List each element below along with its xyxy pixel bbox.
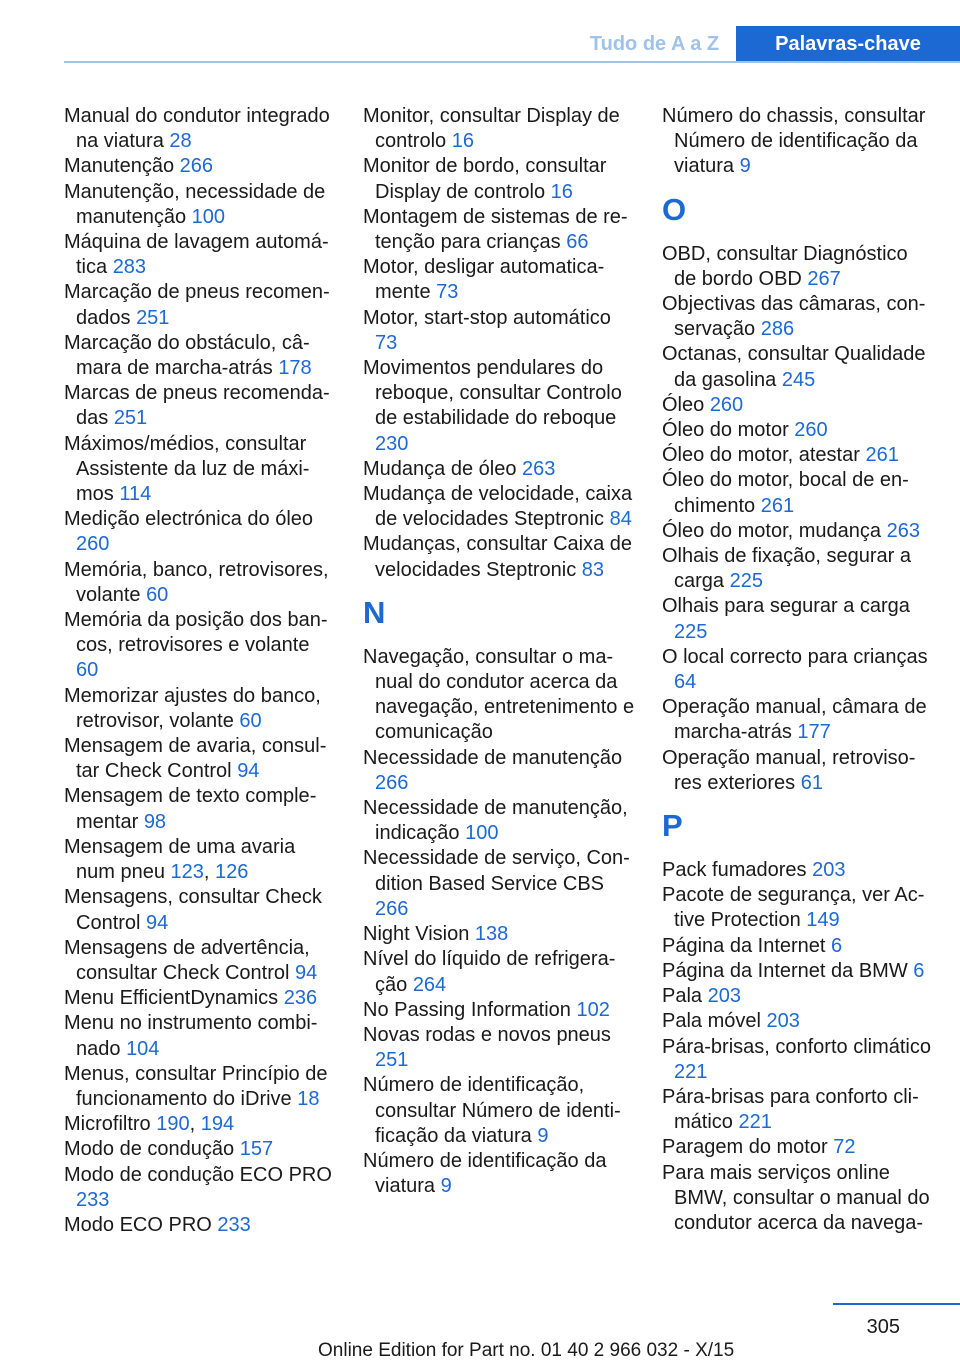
page-link[interactable]: 6 [831, 934, 843, 957]
index-entry [363, 947, 635, 997]
index-entry [363, 746, 635, 796]
page-link[interactable]: 283 [112, 256, 147, 279]
index-entry-text: Página da Internet [662, 934, 826, 957]
index-entry-text: Mudança de óleo [363, 457, 517, 480]
index-entry-text: Mensagem de uma avaria num pneu [64, 835, 296, 884]
page-link[interactable]: 6 [913, 959, 925, 982]
index-entry-text: Operação manual, câmara de marcha-atrás [662, 696, 927, 744]
index-entry [363, 1149, 635, 1199]
page-link[interactable]: 9 [537, 1124, 549, 1147]
page-link[interactable]: 123 [170, 861, 204, 884]
page-link[interactable]: 251 [113, 407, 148, 430]
index-entry [64, 104, 336, 154]
index-entry-text: Óleo do motor [662, 419, 789, 442]
page-link[interactable]: 83 [581, 558, 605, 581]
index-entry-text: Para mais serviços online BMW, consultar o manual do condutor acerca da navega- [662, 1161, 930, 1234]
index-column-3 [662, 104, 934, 1236]
index-entry [363, 998, 635, 1023]
index-entry [662, 1085, 934, 1135]
page-link[interactable]: 225 [729, 570, 763, 593]
index-entry [363, 457, 635, 482]
index-entry [662, 342, 934, 392]
section-letter: P [662, 808, 683, 844]
index-entry-text: Manutenção, necessidade de manutenção [64, 180, 326, 228]
page-link[interactable]: 16 [550, 180, 573, 203]
page-link[interactable]: 260 [709, 393, 744, 416]
index-entry-text: Memorizar ajustes do banco, retrovisor, volante [64, 684, 321, 732]
index-entry-text: Pala móvel [662, 1010, 761, 1033]
index-entry-text: Número de identificação, consultar Número de identificação da viatura [363, 1074, 621, 1147]
index-entry [64, 608, 336, 684]
page-link[interactable]: 94 [146, 911, 169, 934]
page-link[interactable]: 233 [217, 1213, 251, 1236]
index-entry [363, 306, 635, 356]
index-entry-text: Marcação de pneus recomendados [64, 281, 330, 329]
section-letter: O [662, 191, 687, 227]
page-link[interactable]: 266 [179, 155, 214, 178]
page-link[interactable]: 72 [833, 1136, 856, 1159]
index-entry-text: Óleo do motor, bocal de enchimento [662, 469, 909, 517]
index-entry [64, 1213, 336, 1238]
index-entry [363, 846, 635, 922]
index-entry-text: Menu no instrumento combinado [64, 1012, 318, 1060]
page-link[interactable]: 84 [609, 508, 632, 531]
page-link[interactable]: 261 [865, 444, 899, 467]
page-link[interactable]: 263 [886, 519, 920, 542]
header-section-title: Tudo de A a Z [573, 26, 736, 62]
index-entry [64, 507, 336, 557]
index-entry [64, 885, 336, 935]
index-entry-text: Night Vision [363, 923, 470, 946]
page-link[interactable]: 267 [807, 267, 841, 290]
page-link[interactable]: 104 [126, 1037, 160, 1060]
index-entry-text: Modo ECO PRO [64, 1213, 212, 1236]
index-entry-text: Memória, banco, retrovisores, volante [64, 558, 329, 606]
index-entry-text: Mudanças, consultar Caixa de velocidades Steptronic [363, 533, 633, 581]
page-link[interactable]: 230 [375, 432, 409, 455]
index-entry-text: Manual do condutor integrado na viatura [64, 105, 330, 153]
index-entry: Mensagem de uma avaria num pneu 123, 126 [64, 835, 296, 884]
page-link[interactable]: 73 [375, 331, 398, 354]
index-entry [64, 558, 336, 608]
index-entry-text: Navegação, consultar o manual do condutor acerca da navegação, entretenimento e comunicação [363, 645, 635, 744]
index-entry [64, 1011, 336, 1061]
index-entry [363, 255, 635, 305]
index-entry-text: Manutenção [64, 155, 175, 178]
page-link[interactable]: 263 [522, 457, 556, 480]
page-link[interactable]: 16 [451, 130, 474, 153]
index-entry [363, 1073, 635, 1149]
index-entry-text: O local correcto para crianças [662, 645, 928, 668]
page-link[interactable]: 194 [200, 1113, 235, 1136]
index-entry [662, 1035, 934, 1085]
index-entry [662, 858, 934, 883]
index-entry [662, 544, 934, 594]
page-link[interactable]: 64 [674, 671, 697, 694]
page-link[interactable]: 138 [474, 923, 509, 946]
index-entry [662, 883, 934, 933]
index-entry [662, 1135, 934, 1160]
index-entry [662, 519, 934, 544]
index-entry-text: Óleo do motor, atestar [662, 444, 860, 467]
index-entry-text: Óleo [662, 393, 705, 416]
page-link[interactable]: 102 [576, 998, 610, 1021]
index-entry-text: Marcas de pneus recomendadas [64, 382, 330, 430]
edition-footer: Online Edition for Part no. 01 40 2 966 032 - X/15 [318, 1340, 735, 1361]
page-link[interactable]: 157 [239, 1138, 274, 1161]
index-entry [64, 331, 336, 381]
page-link[interactable]: 177 [797, 721, 831, 744]
index-entry-text: Página da Internet da BMW [662, 959, 908, 982]
index-entry [64, 230, 336, 280]
index-entry-text: Motor, start-stop automático [363, 306, 611, 329]
page-link[interactable]: 73 [436, 281, 459, 304]
index-entry-text: Operação manual, retrovisores exteriores [662, 746, 916, 794]
page-link[interactable]: 100 [191, 205, 226, 228]
index-entry [662, 1161, 934, 1237]
page-link[interactable]: 149 [806, 909, 840, 932]
page-link[interactable]: 251 [136, 306, 170, 329]
index-entry [363, 205, 635, 255]
header-chapter-title: Palavras-chave [736, 26, 960, 62]
index-entry-text: Olhais de fixação, segurar a carga [662, 545, 912, 593]
index-column-1 [64, 104, 336, 1238]
index-entry [662, 959, 934, 984]
index-entry-text: Pala [662, 985, 703, 1008]
index-entry-text: Máximos/médios, consultar Assistente da luz de máximos [64, 432, 310, 506]
page-link[interactable]: 94 [295, 961, 318, 984]
index-entry [64, 180, 336, 230]
page-link[interactable]: 203 [812, 859, 846, 882]
index-entry-text: Pára-brisas para conforto climático [662, 1085, 919, 1134]
index-entry [363, 154, 635, 204]
index-entry [662, 242, 934, 292]
page-link[interactable]: 9 [739, 155, 751, 178]
index-entry [64, 1163, 336, 1213]
page-link[interactable]: 203 [707, 985, 741, 1008]
index-entry [363, 1023, 635, 1073]
index-entry-text: Marcação do obstáculo, câmara de marcha-atrás [64, 331, 310, 380]
page-link[interactable]: 260 [794, 419, 828, 442]
page-link[interactable]: 178 [278, 357, 312, 380]
index-entry-text: Montagem de sistemas de retenção para crianças [363, 205, 628, 254]
index-entry-text: Monitor, consultar Display de controlo [363, 105, 620, 153]
index-entry [662, 1009, 934, 1034]
page-link[interactable]: 221 [674, 1060, 708, 1083]
index-entry [662, 393, 934, 418]
index-entry-text: Óleo do motor, mudança [662, 519, 882, 542]
index-entry-text: Necessidade de manutenção, indicação [363, 797, 628, 845]
index-entry [64, 1062, 336, 1112]
page-link[interactable]: 251 [375, 1049, 409, 1072]
index-entry [64, 784, 336, 834]
index-entry-text: Pacote de segurança, ver Active Protection [662, 884, 925, 932]
index-entry-text: Memória da posição dos bancos, retrovisores e volante [64, 609, 328, 657]
page-link[interactable]: 264 [412, 973, 447, 996]
index-entry-text: Novas rodas e novos pneus [363, 1023, 611, 1046]
index-entry-text: Octanas, consultar Qualidade da gasolina [662, 343, 926, 391]
index-entry-text: Número de identificação da viatura [363, 1149, 607, 1198]
index-entry-text: Motor, desligar automaticamente [363, 256, 605, 304]
page-link[interactable]: 60 [239, 709, 262, 732]
index-entry [662, 418, 934, 443]
page-link[interactable]: 261 [760, 494, 795, 517]
index-entry-text: Pára-brisas, conforto climático [662, 1035, 931, 1058]
index-entry [662, 594, 934, 644]
index-entry-text: Menus, consultar Princípio de funcionamento do iDrive [64, 1062, 328, 1110]
index-entry [662, 984, 934, 1009]
index-entry-text: Mensagens de advertência, consultar Check Control [64, 936, 310, 984]
index-entry [662, 468, 934, 518]
page-link[interactable]: 221 [738, 1111, 772, 1134]
index-entry-text: Paragem do motor [662, 1136, 828, 1159]
page-link[interactable]: 203 [766, 1010, 800, 1033]
index-entry [363, 532, 635, 582]
index-entry-text: Pack fumadores [662, 859, 807, 882]
page-link[interactable]: 60 [76, 659, 99, 682]
index-entry [64, 734, 336, 784]
index-entry [662, 934, 934, 959]
index-entry-text: Mensagem de avaria, consultar Check Control [64, 735, 327, 783]
header-divider [64, 61, 960, 63]
index-entry [662, 443, 934, 468]
index-entry [64, 1137, 336, 1162]
index-entry [64, 986, 336, 1011]
page-link[interactable]: 66 [566, 231, 589, 254]
index-entry-text: No Passing Information [363, 998, 571, 1021]
index-entry [662, 746, 934, 796]
index-entry-text: Mudança de velocidade, caixa de velocidades Steptronic [363, 483, 633, 531]
index-entry [363, 356, 635, 457]
page-link[interactable]: 233 [76, 1188, 110, 1211]
page-link[interactable]: 61 [800, 771, 823, 794]
index-entry-text: Mensagens, consultar Check Control [64, 886, 322, 934]
index-entry [662, 645, 934, 695]
page-link[interactable]: 60 [146, 583, 169, 606]
page-link[interactable]: 100 [465, 822, 499, 845]
page-link[interactable]: 126 [215, 861, 249, 884]
index-column-2 [363, 104, 635, 1199]
index-entry-text: Mensagem de texto complementar [64, 785, 317, 833]
index-entry-text: Medição electrónica do óleo [64, 508, 314, 531]
index-entry-text: Modo de condução [64, 1138, 235, 1161]
index-entry-text: Monitor de bordo, consultar Display de controlo [363, 155, 607, 203]
footer-divider [833, 1303, 960, 1305]
index-entry [363, 104, 635, 154]
index-entry-text: Movimentos pendulares do reboque, consultar Controlo de estabilidade do reboque [363, 357, 622, 430]
page-link[interactable]: 190 [156, 1113, 190, 1136]
index-entry-text: Olhais para segurar a carga [662, 595, 910, 618]
index-entry-text: Menu EfficientDynamics [64, 987, 279, 1010]
index-entry [363, 796, 635, 846]
page-link[interactable]: 94 [237, 760, 260, 783]
index-entry [662, 695, 934, 745]
index-entry [363, 922, 635, 947]
index-entry-text: Máquina de lavagem automática [64, 231, 329, 279]
index-entry [363, 482, 635, 532]
page-link[interactable]: 225 [674, 620, 708, 643]
page-link[interactable]: 9 [440, 1175, 452, 1198]
page-link[interactable]: 245 [781, 368, 816, 391]
index-entry [363, 645, 635, 746]
page-link[interactable]: 236 [283, 987, 318, 1010]
page-link[interactable]: 28 [169, 130, 192, 153]
index-entry-text: OBD, consultar Diagnóstico de bordo OBD [662, 242, 908, 290]
page-link[interactable]: 98 [143, 810, 167, 833]
page-number: 305 [866, 1316, 900, 1338]
index-entry-text: Modo de condução ECO PRO [64, 1163, 332, 1186]
index-entry-text: Nível do líquido de refrigeração [363, 948, 616, 996]
index-entry [64, 381, 336, 431]
index-entry: Microfiltro 190, 194 [64, 1113, 235, 1136]
page-link[interactable]: 266 [375, 771, 409, 794]
index-entry [64, 936, 336, 986]
index-entry [64, 684, 336, 734]
page-link[interactable]: 286 [760, 318, 795, 341]
page-link[interactable]: 260 [76, 533, 110, 556]
page-link[interactable]: 18 [297, 1087, 320, 1110]
index-entry-text: Necessidade de serviço, Condition Based Service CBS [363, 847, 630, 895]
index-entry [64, 432, 336, 508]
page-link[interactable]: 266 [375, 897, 409, 920]
index-entry-text: Microfiltro [64, 1113, 151, 1136]
page-link[interactable]: 114 [119, 483, 152, 506]
index-entry [662, 104, 934, 180]
index-entry [64, 154, 336, 179]
index-entry-text: Número do chassis, consultar Número de identificação da viatura [662, 105, 926, 178]
section-letter: N [363, 594, 386, 630]
index-entry [662, 292, 934, 342]
index-entry-text: Objectivas das câmaras, conservação [662, 293, 926, 341]
index-entry [64, 280, 336, 330]
index-entry-text: Necessidade de manutenção [363, 746, 623, 769]
